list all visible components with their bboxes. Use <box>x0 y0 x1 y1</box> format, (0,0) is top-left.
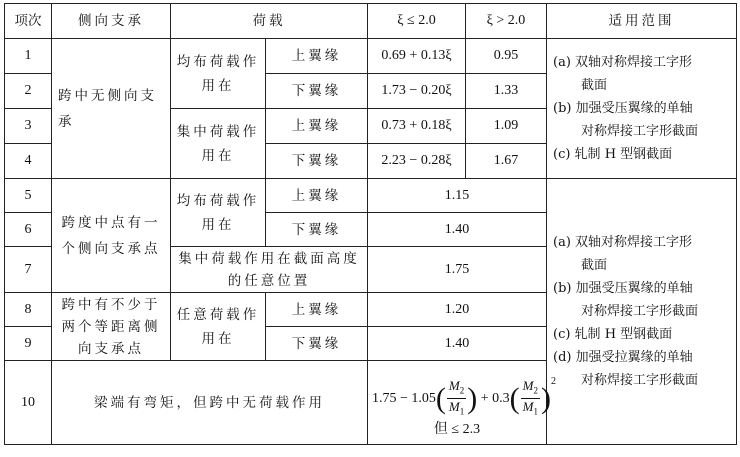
row-index: 10 <box>5 361 52 445</box>
coef-cell: 1.75 <box>368 247 547 293</box>
row-index: 1 <box>5 39 52 74</box>
header-load: 荷载 <box>171 4 368 39</box>
scope-line: (a) 双轴对称焊接工字形 <box>553 55 693 70</box>
coef-le-cell: 1.73 − 0.20ξ <box>368 74 466 109</box>
scope-line: (b) 加强受压翼缘的单轴 <box>553 281 693 296</box>
coef-gt-cell: 1.67 <box>466 144 547 179</box>
fraction-numerator: M <box>522 377 534 393</box>
scope-line: (b) 加强受压翼缘的单轴 <box>553 101 693 116</box>
beam-stability-coefficient-table <box>4 3 737 445</box>
load-cell: 均布荷载作用在 <box>171 179 266 247</box>
fraction-denominator: M <box>448 399 460 415</box>
header-index: 项次 <box>5 4 52 39</box>
numerator-sub: 2 <box>459 385 465 396</box>
support-cell: 跨度中点有一个侧向支承点 <box>52 179 171 293</box>
coef-cell: 1.40 <box>368 213 547 247</box>
scope-cell-a <box>547 39 737 179</box>
coef-cell: 1.15 <box>368 179 547 213</box>
header-xi-gt: ξ > 2.0 <box>466 4 547 39</box>
support-cell: 跨中有不少于两个等距离侧向支承点 <box>52 293 171 361</box>
formula-limit: 但 ≤ 2.3 <box>433 421 481 437</box>
formula-cell <box>368 361 556 445</box>
row-index: 3 <box>5 109 52 144</box>
flange-cell: 上翼缘 <box>266 109 368 144</box>
denominator-sub: 1 <box>459 406 465 417</box>
table-row <box>5 39 737 74</box>
flange-cell: 下翼缘 <box>266 144 368 179</box>
scope-cell-b <box>547 179 737 445</box>
scope-line: (a) 双轴对称焊接工字形 <box>553 235 693 250</box>
coef-cell: 1.20 <box>368 293 547 327</box>
formula-prefix: 1.75 − 1.05 <box>372 391 436 407</box>
support-cell: 跨中无侧向支承 <box>52 39 171 179</box>
load-cell: 集中荷载作用在截面高度的任意位置 <box>171 247 368 293</box>
coef-cell: 1.40 <box>368 327 547 361</box>
scope-line: 截面 <box>581 78 608 93</box>
flange-cell: 上翼缘 <box>266 179 368 213</box>
header-row <box>5 4 737 39</box>
coef-gt-cell: 0.95 <box>466 39 547 74</box>
numerator-sub: 2 <box>533 385 538 396</box>
flange-cell: 上翼缘 <box>266 39 368 74</box>
scope-line: (c) 轧制 H 型钢截面 <box>553 327 673 342</box>
coef-gt-cell: 1.33 <box>466 74 547 109</box>
row-index: 7 <box>5 247 52 293</box>
coef-le-cell: 2.23 − 0.28ξ <box>368 144 466 179</box>
flange-cell: 下翼缘 <box>266 213 368 247</box>
flange-cell: 下翼缘 <box>266 74 368 109</box>
formula-middle: + 0.3 <box>480 391 510 407</box>
table-row <box>5 179 737 213</box>
fraction <box>521 378 540 420</box>
coef-le-cell: 0.73 + 0.18ξ <box>368 109 466 144</box>
formula: 1.75 − 1.05( $\frac{M_2}{M_1}$ ) + 0.3( $\frac{M_2}{M_1}$ )$^2$ <box>372 365 542 420</box>
coef-le-cell: 0.69 + 0.13ξ <box>368 39 466 74</box>
scope-line: 对称焊接工字形截面 <box>581 304 699 319</box>
row-index: 6 <box>5 213 52 247</box>
scope-line: 对称焊接工字形截面 <box>581 124 699 139</box>
load-cell: 均布荷载作用在 <box>171 39 266 109</box>
row-index: 2 <box>5 74 52 109</box>
end-moment-desc: 梁端有弯矩，但跨中无荷载作用 <box>52 361 368 445</box>
scope-line: 截面 <box>581 258 608 273</box>
flange-cell: 上翼缘 <box>266 293 368 327</box>
coef-gt-cell: 1.09 <box>466 109 547 144</box>
flange-cell: 下翼缘 <box>266 327 368 361</box>
row-index: 4 <box>5 144 52 179</box>
header-xi-le: ξ ≤ 2.0 <box>368 4 466 39</box>
scope-line: 对称焊接工字形截面 <box>581 373 699 388</box>
fraction-denominator: M <box>522 399 534 415</box>
scope-line: (c) 轧制 H 型钢截面 <box>553 147 673 162</box>
load-cell: 集中荷载作用在 <box>171 109 266 179</box>
row-index: 8 <box>5 293 52 327</box>
header-lateral-support: 侧向支承 <box>52 4 171 39</box>
formula-exponent: 2 <box>551 376 556 388</box>
load-cell: 任意荷载作用在 <box>171 293 266 361</box>
row-index: 9 <box>5 327 52 361</box>
fraction <box>447 378 466 420</box>
row-index: 5 <box>5 179 52 213</box>
header-scope: 适用范围 <box>547 4 737 39</box>
scope-line: (d) 加强受拉翼缘的单轴 <box>553 350 693 365</box>
fraction-numerator: M <box>448 377 460 393</box>
denominator-sub: 1 <box>533 406 538 417</box>
